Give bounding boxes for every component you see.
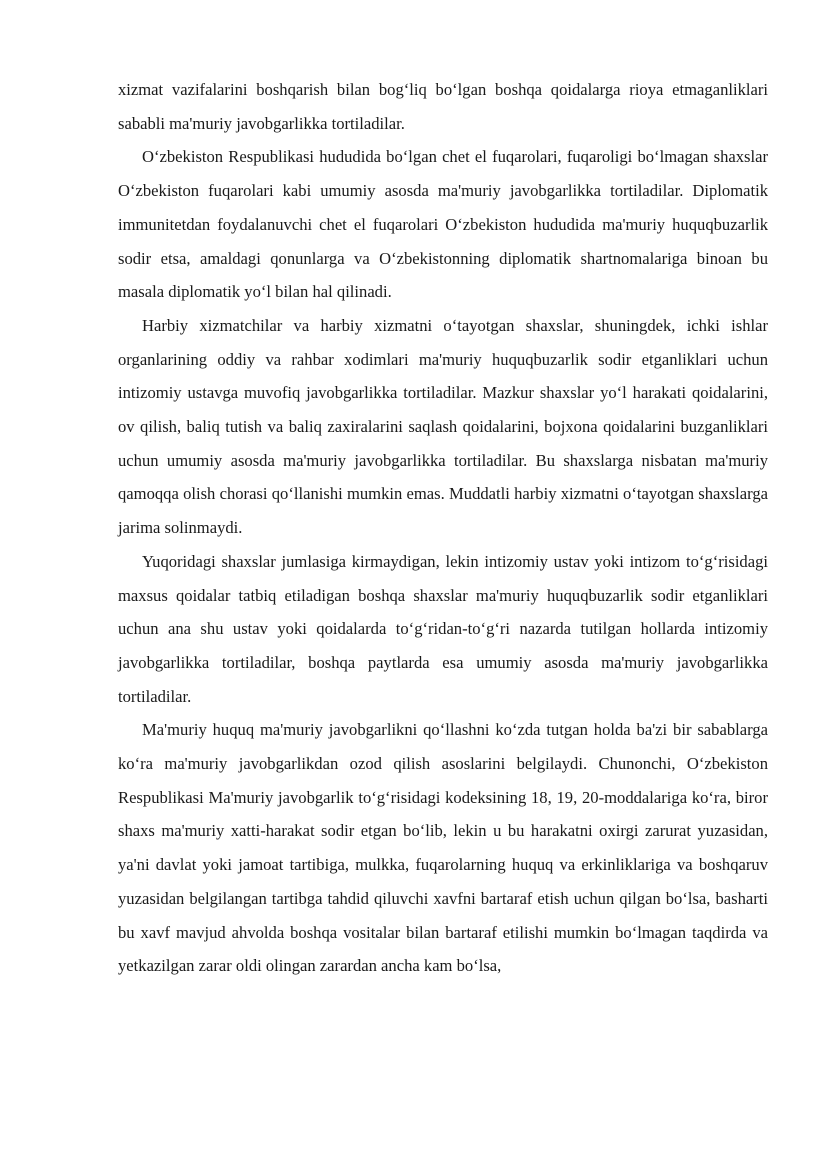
paragraph-continuation: xizmat vazifalarini boshqarish bilan bog‘liq bo‘lgan boshqa qoidalarga rioya etmaganliklari sababli ma'muriy javobgarlikka tortiladilar. xyxy=(118,80,768,133)
paragraph-disciplinary-statutes: Yuqoridagi shaxslar jumlasiga kirmaydigan, lekin intizomiy ustav yoki intizom to‘g‘risidagi maxsus qoidalar tatbiq etiladigan boshqa shaxslar ma'muriy huquqbuzarlik sodir etganliklari uchun ana shu ustav yoki qoidalarda to‘g‘ridan-to‘g‘ri nazarda tutilgan hollarda intizomiy javobgarlikka tortiladilar, boshqa paytlarda esa umumiy asosda ma'muriy javobgarlikka tortiladilar. xyxy=(118,551,768,706)
paragraph-military-personnel: Harbiy xizmatchilar va harbiy xizmatni o‘tayotgan shaxslar, shuningdek, ichki ishlar organlarining oddiy va rahbar xodimlari ma'muriy huquqbuzarlik sodir etganliklari uchun intizomiy ustavga muvofiq javobgarlikka tortiladilar. Mazkur shaxslar yo‘l harakati qoidalarini, ov qilish, baliq tutish va baliq zaxiralarini saqlash qoidalarini, bojxona qoidalarini buzganliklari uchun umumiy asosda ma'muriy javobgarlikka tortiladilar. Bu shaxslarga nisbatan ma'muriy qamoqqa olish chorasi qo‘llanishi mumkin emas. Muddatli harbiy xizmatni o‘tayotgan shaxslarga jarima solinmaydi. xyxy=(118,315,768,538)
paragraph-foreign-citizens: O‘zbekiston Respublikasi hududida bo‘lgan chet el fuqarolari, fuqaroligi bo‘lmagan shaxslar O‘zbekiston fuqarolari kabi umumiy asosda ma'muriy javobgarlikka tortiladilar. Diplomatik immunitetdan foydalanuvchi chet el fuqarolari O‘zbekiston hududida ma'muriy huquqbuzarlik sodir etsa, amaldagi qonunlarga va O‘zbekistonning diplomatik shartnomalariga binoan bu masala diplomatik yo‘l bilan hal qilinadi. xyxy=(118,147,768,302)
paragraph-exemption-grounds: Ma'muriy huquq ma'muriy javobgarlikni qo‘llashni ko‘zda tutgan holda ba'zi bir sabablarga ko‘ra ma'muriy javobgarlikdan ozod qilish asoslarini belgilaydi. Chunonchi, O‘zbekiston Respublikasi Ma'muriy javobgarlik to‘g‘risidagi kodeksining 18, 19, 20-moddalariga ko‘ra, biror shaxs ma'muriy xatti-harakat sodir etgan bo‘lib, lekin u bu harakatni oxirgi zarurat yuzasidan, ya'ni davlat yoki jamoat tartibiga, mulkka, fuqarolarning huquq va erkinliklariga va boshqaruv yuzasidan belgilangan tartibga tahdid qiluvchi xavfni bartaraf etish uchun qilgan bo‘lsa, basharti bu xavf mavjud ahvolda boshqa vositalar bilan bartaraf etilishi mumkin bo‘lmagan taqdirda va yetkazilgan zarar oldi olingan zarardan ancha kam bo‘lsa, xyxy=(118,720,768,976)
document-page xyxy=(118,73,768,983)
